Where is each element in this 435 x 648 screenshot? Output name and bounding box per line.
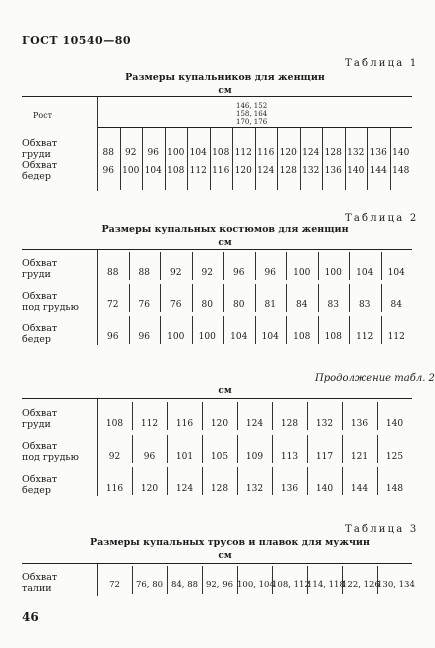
table-cell: 140 — [315, 484, 334, 494]
table-cell: 101 — [175, 452, 194, 462]
table-cell: 100, 104 — [237, 580, 275, 590]
table-cell: 144 — [369, 166, 387, 176]
table-cell: 104 — [387, 268, 405, 278]
table2-title: Размеры купальных костюмов для женщин — [101, 224, 349, 235]
table2-cont-row-label-underbust: Обхват под грудью — [22, 441, 79, 463]
table-cell: 132 — [302, 166, 320, 176]
column-divider — [187, 128, 188, 190]
table1-stub-divider — [97, 97, 98, 191]
table1-row-label-hips: Обхват бедер — [22, 160, 58, 182]
table-cell: 112 — [140, 419, 159, 429]
table1-row-label-chest: Обхват груди — [22, 138, 58, 160]
table-cell: 144 — [350, 484, 369, 494]
standard-header: ГОСТ 10540—80 — [22, 34, 132, 47]
column-divider — [390, 128, 391, 190]
table-cell: 92 — [125, 148, 137, 158]
table-cell: 148 — [385, 484, 404, 494]
table2-top-rule — [22, 249, 412, 250]
table-cell: 104 — [261, 332, 279, 342]
table-cell: 100 — [122, 166, 140, 176]
table2-row-label-underbust: Обхват под грудью — [22, 291, 79, 313]
table-cell: 84 — [296, 300, 308, 310]
table2-cont-unit: см — [218, 386, 232, 396]
table-cell: 104 — [356, 268, 374, 278]
table-cell: 109 — [245, 452, 264, 462]
column-divider — [165, 128, 166, 190]
table-cell: 72 — [107, 300, 119, 310]
table-cell: 116 — [105, 484, 124, 494]
table-cell: 96 — [264, 268, 276, 278]
table-cell: 148 — [392, 166, 410, 176]
table-cell: 130, 134 — [377, 580, 415, 590]
table-cell: 132 — [245, 484, 264, 494]
table3-label: Таблица 3 — [345, 524, 419, 535]
table-cell: 108 — [105, 419, 124, 429]
table2-row-label-chest: Обхват груди — [22, 258, 58, 280]
table2-stub-divider — [97, 250, 98, 345]
table-cell: 128 — [210, 484, 229, 494]
table2-row-label-hips: Обхват бедер — [22, 323, 58, 345]
table-cell: 96 — [102, 166, 114, 176]
column-divider — [345, 128, 346, 190]
column-divider — [367, 128, 368, 190]
table-cell: 136 — [280, 484, 299, 494]
table-cell: 140 — [347, 166, 365, 176]
table1-top-rule — [22, 96, 412, 97]
table-cell: 132 — [315, 419, 334, 429]
table-cell: 81 — [264, 300, 276, 310]
table-cell: 114, 118 — [307, 580, 345, 590]
table-cell: 76 — [138, 300, 150, 310]
table3-row-label-waist: Обхват талии — [22, 572, 58, 594]
table-cell: 136 — [369, 148, 387, 158]
table-cell: 108 — [212, 148, 230, 158]
table-cell: 128 — [279, 166, 297, 176]
table-cell: 112 — [234, 148, 252, 158]
table-cell: 113 — [280, 452, 299, 462]
table-cell: 124 — [257, 166, 275, 176]
table-cell: 108, 112 — [272, 580, 310, 590]
table-cell: 112 — [356, 332, 374, 342]
table1-title: Размеры купальников для женщин — [125, 72, 325, 83]
table-cell: 83 — [359, 300, 371, 310]
table2-unit: см — [218, 238, 232, 248]
table3-top-rule — [22, 563, 412, 564]
table-cell: 136 — [324, 166, 342, 176]
table-cell: 132 — [347, 148, 365, 158]
table-cell: 124 — [175, 484, 194, 494]
table-cell: 124 — [245, 419, 264, 429]
table-cell: 84, 88 — [170, 580, 199, 590]
table-cell: 96 — [233, 268, 245, 278]
table-cell: 116 — [257, 148, 275, 158]
table-cell: 100 — [293, 268, 311, 278]
table-cell: 121 — [350, 452, 369, 462]
table-cell: 92 — [170, 268, 182, 278]
table-cell: 136 — [350, 419, 369, 429]
table-cell: 100 — [324, 268, 342, 278]
table-cell: 108 — [293, 332, 311, 342]
table-cell: 122, 126 — [342, 580, 380, 590]
table-cell: 84 — [390, 300, 402, 310]
table-cell: 108 — [167, 166, 185, 176]
table2-cont-stub-divider — [97, 399, 98, 496]
table-cell: 116 — [212, 166, 230, 176]
column-divider — [277, 128, 278, 190]
column-divider — [210, 128, 211, 190]
table1-height-values: 146, 152 158, 164 170, 176 — [236, 102, 268, 126]
table-cell: 100 — [167, 148, 185, 158]
table-cell: 80 — [201, 300, 213, 310]
table-cell: 117 — [315, 452, 334, 462]
table-cell: 116 — [175, 419, 194, 429]
table-cell: 92 — [201, 268, 213, 278]
table-cell: 140 — [385, 419, 404, 429]
table-cell: 128 — [280, 419, 299, 429]
table-cell: 92, 96 — [205, 580, 234, 590]
table2-cont-row-label-chest: Обхват груди — [22, 408, 58, 430]
table-cell: 76, 80 — [135, 580, 164, 590]
table-cell: 96 — [107, 332, 119, 342]
table-cell: 128 — [324, 148, 342, 158]
table-cell: 92 — [108, 452, 121, 462]
table-cell: 120 — [140, 484, 159, 494]
table1-unit: см — [218, 86, 232, 96]
table-cell: 88 — [107, 268, 119, 278]
table-cell: 112 — [189, 166, 207, 176]
table2-label: Таблица 2 — [345, 213, 419, 224]
table-cell: 112 — [387, 332, 405, 342]
table-cell: 124 — [302, 148, 320, 158]
page-number: 46 — [22, 610, 39, 624]
table-cell: 96 — [147, 148, 159, 158]
table-cell: 96 — [143, 452, 156, 462]
table-cell: 83 — [327, 300, 339, 310]
column-divider — [142, 128, 143, 190]
table-cell: 88 — [138, 268, 150, 278]
column-divider — [120, 128, 121, 190]
table2-cont-top-rule — [22, 398, 412, 399]
table-cell: 120 — [210, 419, 229, 429]
table-cell: 120 — [279, 148, 297, 158]
table-cell: 80 — [233, 300, 245, 310]
table3-unit: см — [218, 551, 232, 561]
table-cell: 108 — [324, 332, 342, 342]
table-cell: 88 — [102, 148, 114, 158]
table-cell: 76 — [170, 300, 182, 310]
table-cell: 140 — [392, 148, 410, 158]
table1-label: Таблица 1 — [345, 58, 419, 69]
table2-cont-row-label-hips: Обхват бедер — [22, 474, 58, 496]
table-cell: 100 — [167, 332, 185, 342]
table-cell: 104 — [144, 166, 162, 176]
table-cell: 104 — [230, 332, 248, 342]
column-divider — [300, 128, 301, 190]
column-divider — [322, 128, 323, 190]
column-divider — [232, 128, 233, 190]
table-cell: 72 — [109, 580, 120, 590]
table-cell: 100 — [198, 332, 216, 342]
table-cell: 105 — [210, 452, 229, 462]
table-cell: 125 — [385, 452, 404, 462]
table-cell: 96 — [138, 332, 150, 342]
table-cell: 120 — [234, 166, 252, 176]
table1-height-label: Рост — [33, 111, 53, 120]
table3-title: Размеры купальных трусов и плавок для мужчин — [90, 537, 370, 548]
table-cell: 104 — [189, 148, 207, 158]
table2-cont-label: Продолжение табл. 2 — [315, 373, 435, 384]
column-divider — [255, 128, 256, 190]
